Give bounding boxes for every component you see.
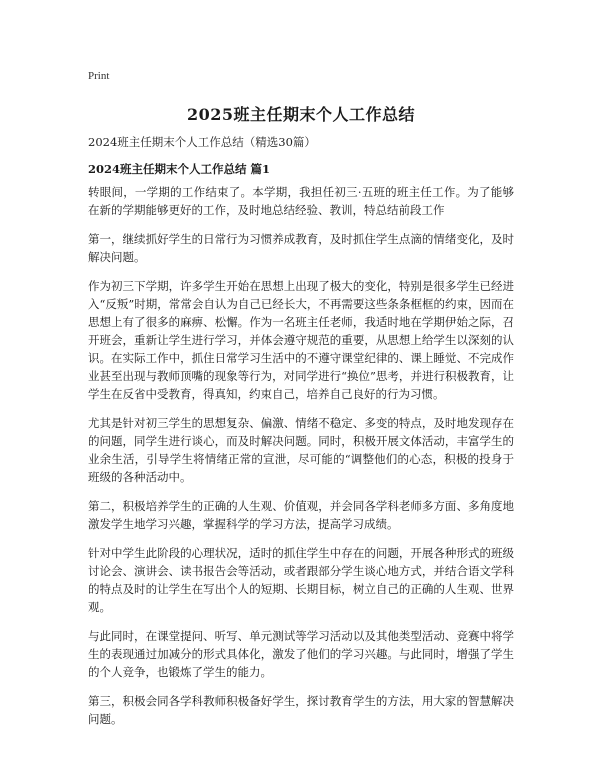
paragraph: 针对中学生此阶段的心理状况，适时的抓住学生中存在的问题，开展各种形式的班级讨论会、演讲会、读书报告会等活动，或者跟部分学生谈心地方式，并结合语文学科的特点及时的让学生在写出个人的短期、长期目标，树立自己的正确的人生观、世界观。 <box>88 546 514 614</box>
document-subtitle: 2024班主任期末个人工作总结（精选30篇） <box>88 135 316 149</box>
paragraph: 转眼间，一学期的工作结束了。本学期，我担任初三·五班的班主任工作。为了能够在新的学期能够更好的工作，及时地总结经验、教训，特总结前段工作 <box>88 185 514 217</box>
paragraph: 与此同时，在课堂提问、听写、单元测试等学习活动以及其他类型活动、竞赛中将学生的表现通过加减分的形式具体化，激发了他们的学习兴趣。与此同时，增强了学生的个人竞争，也锻炼了学生的能力。 <box>88 629 514 679</box>
section-heading: 2024班主任期末个人工作总结 篇1 <box>88 162 271 176</box>
page-title: 2025班主任期末个人工作总结 <box>186 105 416 124</box>
paragraph: 第二，积极培养学生的正确的人生观、价值观，并会同各学科老师多方面、多角度地激发学生地学习兴趣，掌握科学的学习方法，提高学习成绩。 <box>88 499 514 531</box>
article-body <box>88 183 514 739</box>
paragraph: 作为初三下学期，许多学生开始在思想上出现了极大的变化，特别是很多学生已经进入“反叛”时期，常常会自认为自己已经长大，不再需要这些条条框框的约束，因而在思想上有了很多的麻痹、松懈。作为一名班主任老师，我适时地在学期伊始之际，召开班会，重新让学生进行学习，并体会遵守规范的重要，从思想上给学生以深刻的认识。在实际工作中，抓住日常学习生活中的不遵守课堂纪律的、课上睡觉、不完成作业甚至出现与教师顶嘴的现象等行为，对同学进行“换位”思考，并进行积极教育，让学生在反省中受教育，得真知，约束自己，培养自己良好的行为习惯。 <box>88 279 514 401</box>
paragraph: 第一，继续抓好学生的日常行为习惯养成教育，及时抓住学生点滴的情绪变化，及时解决问题。 <box>88 232 514 264</box>
print-link[interactable]: Print <box>88 70 110 82</box>
paragraph: 第三，积极会同各学科教师积极备好学生，探讨教育学生的方法，用大家的智慧解决问题。 <box>88 694 514 726</box>
paragraph: 尤其是针对初三学生的思想复杂、偏激、情绪不稳定、多变的特点，及时地发现存在的问题，同学生进行谈心，而及时解决问题。同时，积极开展文体活动，丰富学生的业余生活，引导学生将情绪正常的宣泄，尽可能的“调整他们的心态，积极的投身于班级的各种活动中。 <box>88 416 514 484</box>
